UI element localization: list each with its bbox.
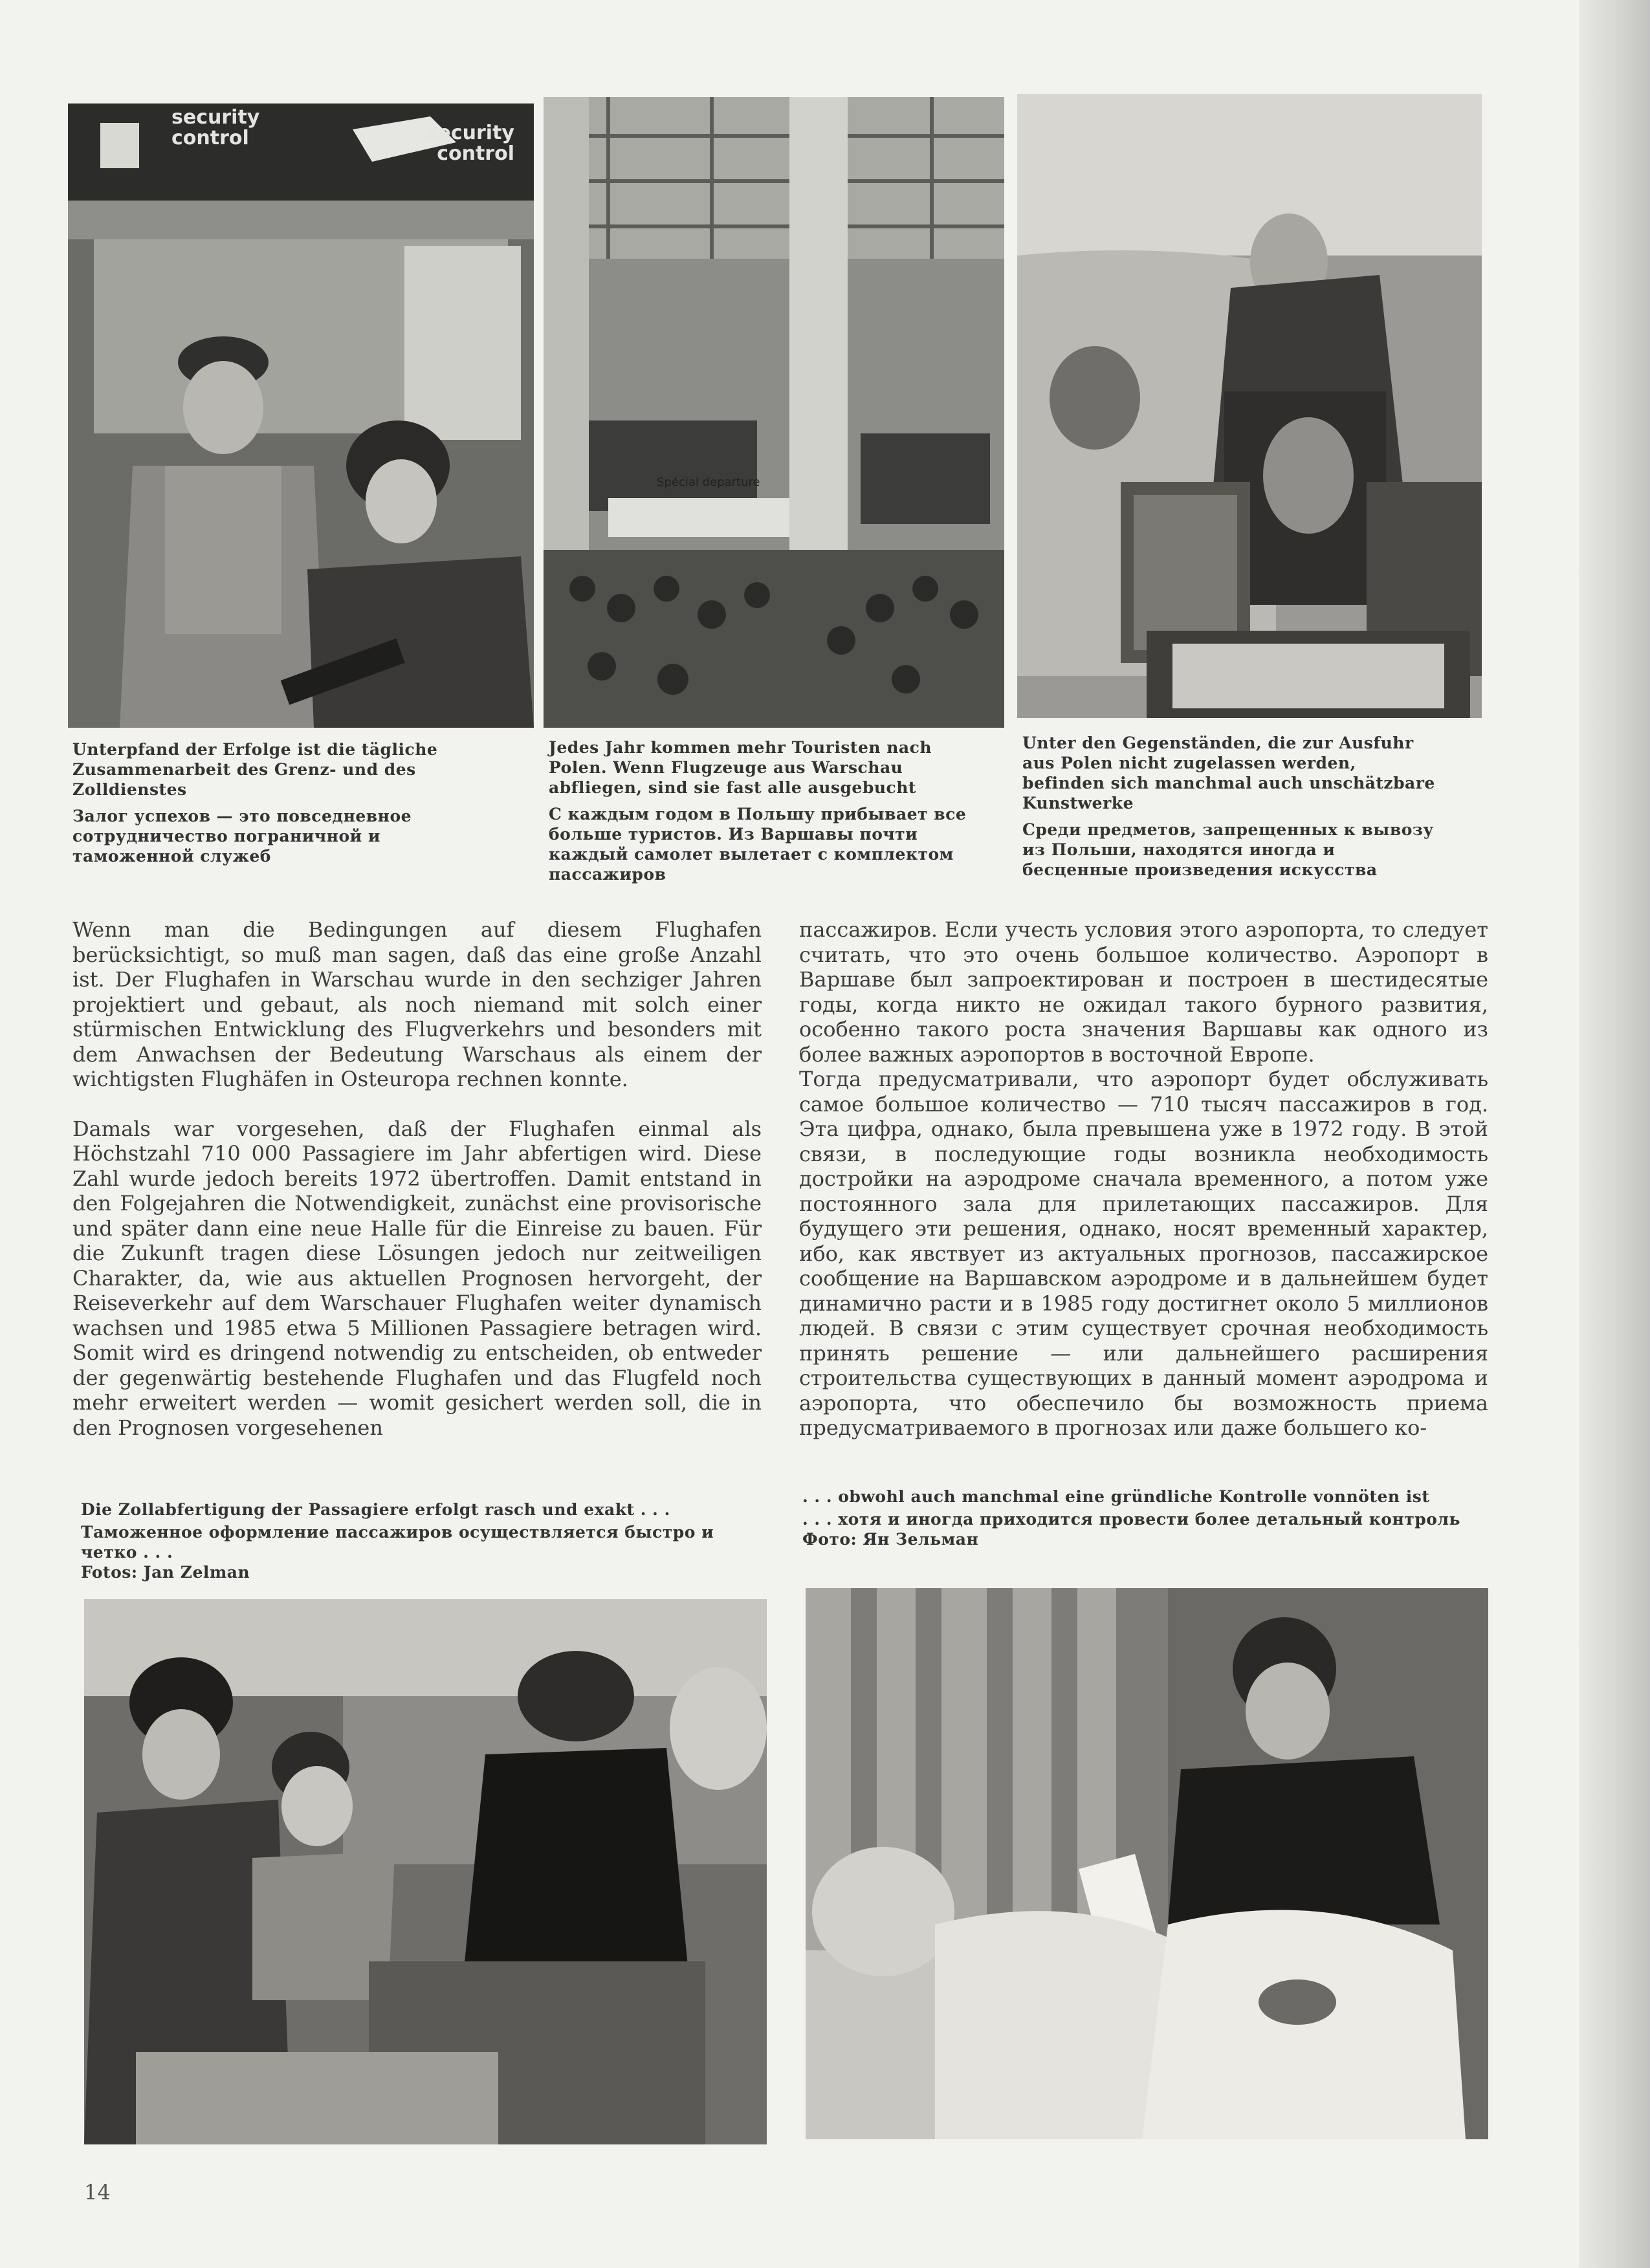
article-russian-paragraph-1: пассажиров. Если учесть условия этого аэропорта, то следует считать, что это очень большое количество. Аэропорт в Варшаве был запроектирован и построен в шестидесятые годы, когда никто не ожидал такого бурного развития, особенно такого роста значения Варшавы как одного из более важных аэропортов в восточной Европе. — [799, 917, 1488, 1067]
article-russian-paragraph-2: Тогда предусматривали, что аэропорт будет обслуживать самое большое количество — 710 тысяч пассажиров в год. Эта цифра, однако, была превышена уже в 1972 году. В этой связи, в последующие годы возникла необходимость достройки на аэродроме сначала временного, а потом уже постоянного зала для прилетающих пассажиров. Для будущего эти решения, однако, носят временный характер, ибо, как явствует из актуальных прогнозов, пассажирское сообщение на Варшавском аэродроме и в дальнейшем будет динамично расти и в 1985 году достигнет около 5 миллионов людей. В связи с этим существует срочная необходимость принять решение — или дальнейшего расширения строительства существующих в данный момент аэродрома и аэропорта, что обеспечило бы возможность приема предусматриваемого в прогнозах или даже большего ко- — [799, 1067, 1488, 1440]
caption-top-right-russian: Среди предметов, запрещенных к вывозу из Польши, находятся иногда и бесценные произведения искусства — [1022, 820, 1434, 879]
caption-top-center-german: Jedes Jahr kommen mehr Touristen nach Polen. Wenn Flugzeuge aus Warschau abfliegen, sind sie fast alle ausgebucht — [549, 738, 932, 797]
article-german-paragraph-1: Wenn man die Bedingungen auf diesem Flughafen berücksichtigt, so muß man sagen, daß das eine große Anzahl ist. Der Flughafen in Warschau wurde in den sechziger Jahren projektiert und gebaut, als noch niemand mit solch einer stürmischen Entwicklung des Flugverkehrs und besonders mit dem Anwachsen der Bedeutung Warschaus als einem der wichtigsten Flughäfen in Osteuropa rechnen konnte. — [72, 917, 762, 1091]
photo-artworks-inspection — [1017, 94, 1482, 718]
caption-bottom-left-german: Die Zollabfertigung der Passagiere erfolgt rasch und exakt . . . — [81, 1500, 670, 1519]
photo-credit-german: Fotos: Jan Zelman — [81, 1563, 250, 1582]
caption-top-left — [72, 739, 487, 866]
photo-customs-counter — [84, 1599, 767, 2144]
photo-fur-inspection — [806, 1588, 1488, 2139]
photo-security-control — [68, 104, 534, 728]
page-edge-shadow — [1579, 0, 1650, 2268]
article-german-paragraph-2: Damals war vorgesehen, daß der Flughafen einmal als Höchstzahl 710 000 Passagiere im Jahr abfertigen wird. Diese Zahl wurde jedoch bereits 1972 übertroffen. Damit entstand in den Folgejahren die Notwendigkeit, zunächst eine provisorische und später dann eine neue Halle für die Einreise zu bauen. Für die Zukunft tragen diese Lösungen jedoch nur zeitweiligen Charakter, da, wie aus aktuellen Prognosen hervorgeht, der Reiseverkehr auf dem Warschauer Flughafen weiter dynamisch wachsen und 1985 etwa 5 Millionen Passagiere betragen wird. Somit wird es dringend notwendig zu entscheiden, ob entweder der gegenwärtig bestehende Flughafen und das Flugfeld noch mehr erweitert werden — womit gesichert werden soll, die in den Prognosen vorgesehenen — [72, 1116, 762, 1440]
caption-top-left-german: Unterpfand der Erfolge ist die tägliche Zusammenarbeit des Grenz- und des Zolldienstes — [72, 740, 438, 799]
photo-credit-russian: Фото: Ян Зельман — [802, 1530, 979, 1549]
caption-top-center-russian: С каждым годом в Польшу прибывает все больше туристов. Из Варшавы почти каждый самолет вылетает с комплектом пассажиров — [549, 805, 967, 884]
photo-terminal-hall — [544, 97, 1004, 728]
caption-top-right-german: Unter den Gegenständen, die zur Ausfuhr aus Polen nicht zugelassen werden, befinden sich manchmal auch unschätzbare Kunstwerke — [1022, 734, 1435, 812]
caption-top-center — [549, 737, 969, 884]
security-sign-text-2: security control — [426, 122, 514, 165]
caption-bottom-left-russian: Таможенное оформление пассажиров осуществляется быстро и четко . . . — [81, 1523, 714, 1562]
caption-bottom-right — [802, 1487, 1495, 1549]
caption-bottom-left — [81, 1499, 767, 1582]
caption-bottom-right-russian: . . . хотя и иногда приходится провести более детальный контроль — [802, 1510, 1461, 1529]
article-russian-column — [799, 917, 1488, 1441]
article-german-column — [72, 917, 762, 1440]
page-number: 14 — [84, 2180, 111, 2205]
caption-top-right — [1022, 733, 1443, 880]
caption-bottom-right-german: . . . obwohl auch manchmal eine gründliche Kontrolle vonnöten ist — [802, 1487, 1430, 1506]
security-sign-text-1: security control — [171, 106, 260, 149]
caption-top-left-russian: Залог успехов — это повседневное сотрудничество пограничной и таможенной служеб — [72, 807, 412, 866]
terminal-departure-sign: Spécial departure — [657, 475, 760, 489]
